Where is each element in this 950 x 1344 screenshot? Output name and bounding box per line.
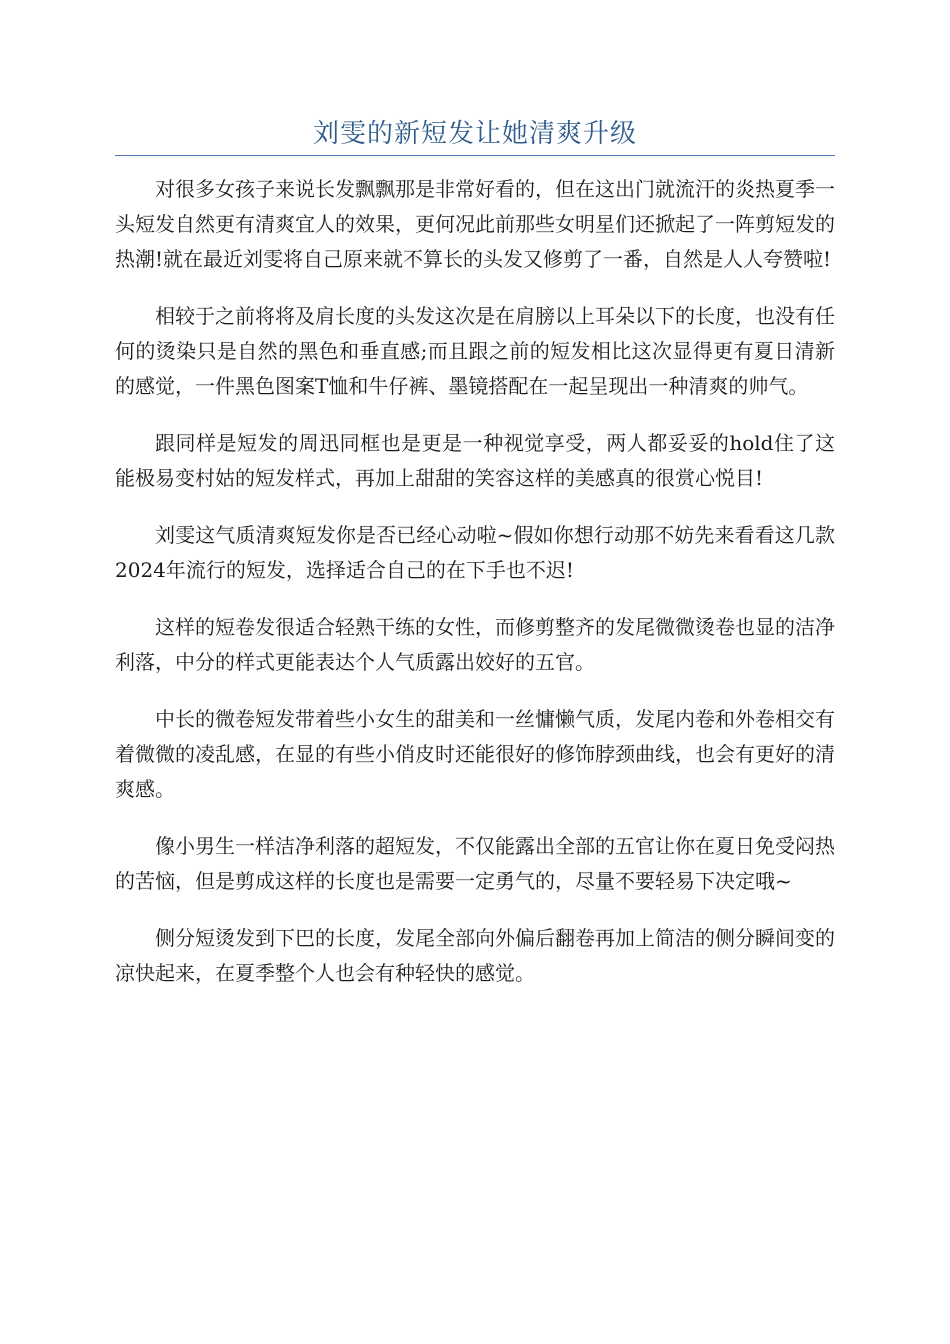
paragraph-1: 对很多女孩子来说长发飘飘那是非常好看的，但在这出门就流汗的炎热夏季一头短发自然更有清爽宜人的效果，更何况此前那些女明星们还掀起了一阵剪短发的热潮!就在最近刘雯将自己原来就不算长的头发又修剪了一番，自然是人人夸赞啦! (115, 177, 835, 271)
paragraph-5: 这样的短卷发很适合轻熟干练的女性，而修剪整齐的发尾微微烫卷也显的洁净利落，中分的样式更能表达个人气质露出姣好的五官。 (115, 615, 835, 674)
paragraph-8: 侧分短烫发到下巴的长度，发尾全部向外偏后翻卷再加上简洁的侧分瞬间变的凉快起来，在夏季整个人也会有种轻快的感觉。 (115, 926, 835, 985)
paragraph-6: 中长的微卷短发带着些小女生的甜美和一丝慵懒气质，发尾内卷和外卷相交有着微微的凌乱感，在显的有些小俏皮时还能很好的修饰脖颈曲线，也会有更好的清爽感。 (115, 707, 835, 801)
title-underline (115, 155, 835, 156)
document-body (115, 172, 835, 1013)
document-title: 刘雯的新短发让她清爽升级 (312, 119, 637, 149)
paragraph-3: 跟同样是短发的周迅同框也是更是一种视觉享受，两人都妥妥的hold住了这能极易变村姑的短发样式，再加上甜甜的笑容这样的美感真的很赏心悦目! (115, 431, 835, 490)
paragraph-4: 刘雯这气质清爽短发你是否已经心动啦~假如你想行动那不妨先来看看这几款2024年流行的短发，选择适合自己的在下手也不迟! (115, 523, 835, 582)
paragraph-2: 相较于之前将将及肩长度的头发这次是在肩膀以上耳朵以下的长度，也没有任何的烫染只是自然的黑色和垂直感;而且跟之前的短发相比这次显得更有夏日清新的感觉，一件黑色图案T恤和牛仔裤、墨镜搭配在一起呈现出一种清爽的帅气。 (115, 304, 835, 398)
paragraph-7: 像小男生一样洁净利落的超短发，不仅能露出全部的五官让你在夏日免受闷热的苦恼，但是剪成这样的长度也是需要一定勇气的，尽量不要轻易下决定哦~ (115, 834, 835, 893)
